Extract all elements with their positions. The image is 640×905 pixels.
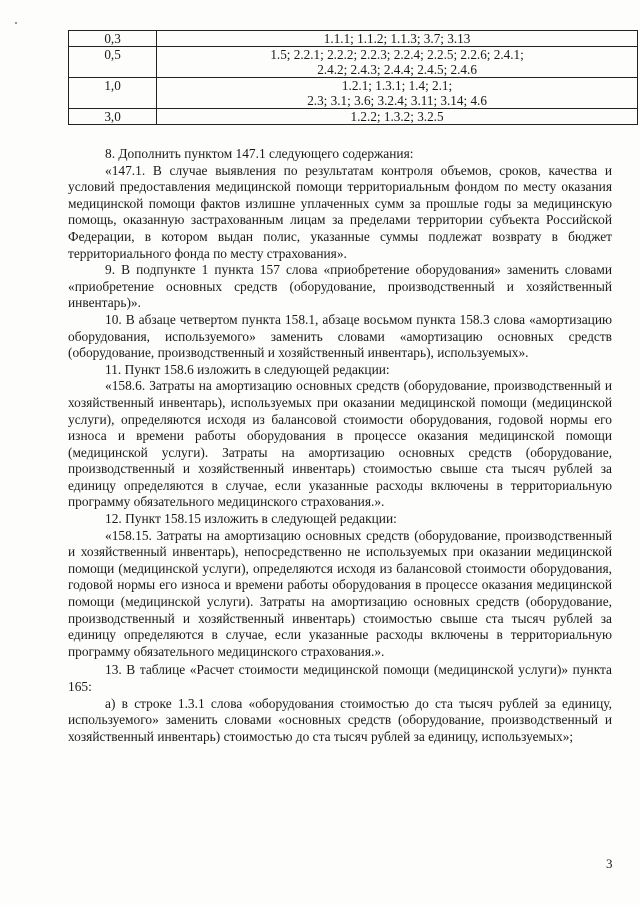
codes-cell <box>157 78 638 109</box>
table-row <box>69 78 638 109</box>
page-number: 3 <box>606 856 613 871</box>
codes-line: 2.4.2; 2.4.3; 2.4.4; 2.4.5; 2.4.6 <box>317 62 477 77</box>
coefficient-cell: 0,3 <box>69 31 157 47</box>
codes-cell <box>157 109 638 125</box>
codes-cell <box>157 31 638 47</box>
table-row <box>69 47 638 78</box>
paragraph-item-11: 11. Пункт 158.6 изложить в следующей редакции: <box>105 361 390 377</box>
paragraph-item-9: 9. В подпункте 1 пункта 157 слова «приобретение оборудования» заменить словами «приобретение основных средств (оборудование, производственный и хозяйственный инвентарь)». <box>68 262 612 311</box>
scan-speck <box>15 22 17 24</box>
codes-cell <box>157 47 638 78</box>
coefficient-cell: 1,0 <box>69 78 157 109</box>
paragraph-item-12: 12. Пункт 158.15 изложить в следующей редакции: <box>105 511 397 527</box>
paragraph-147-1: «147.1. В случае выявления по результатам контроля объемов, сроков, качества и условий предоставления медицинской помощи территориальным фондом по месту оказания медицинской помощи фактов излишне уплаченных сумм за прошлые годы за медицинскую помощь, оказанную застрахованным лицам за пределами территории субъекта Российской Федерации, в котором выдан полис, указанные суммы подлежат возврату в бюджет территориального фонда по месту страхования». <box>68 162 612 261</box>
paragraph-item-10: 10. В абзаце четвертом пункта 158.1, абзаце восьмом пункта 158.3 слова «амортизацию оборудования, используемого» заменить словами «амортизацию основных средств (оборудование, производственный и хозяйственный инвентарь), используемых». <box>68 311 612 361</box>
body-text <box>68 146 612 745</box>
codes-line: 1.5; 2.2.1; 2.2.2; 2.2.3; 2.2.4; 2.2.5; 2.2.6; 2.4.1; <box>270 47 524 62</box>
codes-line: 1.2.1; 1.3.1; 1.4; 2.1; <box>341 78 453 93</box>
coefficient-cell: 3,0 <box>69 109 157 125</box>
paragraph-item-13a: а) в строке 1.3.1 слова «оборудования стоимостью до ста тысяч рублей за единицу, используемого» заменить словами «основных средств (оборудование, производственный и хозяйственный инвентарь) стоимостью до ста тысяч рублей за единицу, используемых»; <box>68 695 612 744</box>
codes-line: 1.1.1; 1.1.2; 1.1.3; 3.7; 3.13 <box>323 31 471 46</box>
paragraph-158-6: «158.6. Затраты на амортизацию основных средств (оборудование, производственный и хозяйственный инвентарь), используемых при оказании медицинской помощи (медицинской услуги), определяются исходя из балансовой стоимости оборудования, годовой нормы его износа и времени работы оборудования в процессе оказания медицинской помощи (медицинской услуги). Затраты на амортизацию основных средств (оборудование, производственный и хозяйственный инвентарь) стоимостью свыше ста тысяч рублей за единицу определяются в случае, если указанные расходы включены в территориальную программу обязательного медицинского страхования.». <box>68 378 612 510</box>
table-row <box>69 109 638 125</box>
codes-line: 2.3; 3.1; 3.6; 3.2.4; 3.11; 3.14; 4.6 <box>307 93 487 108</box>
codes-line: 1.2.2; 1.3.2; 3.2.5 <box>350 109 444 124</box>
paragraph-item-8: 8. Дополнить пунктом 147.1 следующего содержания: <box>105 146 414 161</box>
table-row <box>69 31 638 47</box>
paragraph-158-15: «158.15. Затраты на амортизацию основных средств (оборудование, производственный и хозяйственный инвентарь), непосредственно не используемых при оказании медицинской помощи (медицинской услуги), определяются исходя из балансовой стоимости оборудования, годовой нормы его износа и времени работы оборудования в процессе оказания медицинской помощи (медицинской услуги). Затраты на амортизацию основных средств (оборудование, производственный и хозяйственный инвентарь) стоимостью свыше ста тысяч рублей за единицу определяются в случае, если указанные расходы включены в территориальную программу обязательного медицинского страхования.». <box>68 527 612 659</box>
paragraph-item-13: 13. В таблице «Расчет стоимости медицинской помощи (медицинской услуги)» пункта 165: <box>68 662 612 694</box>
coefficient-cell: 0,5 <box>69 47 157 78</box>
coefficient-table <box>68 30 638 125</box>
